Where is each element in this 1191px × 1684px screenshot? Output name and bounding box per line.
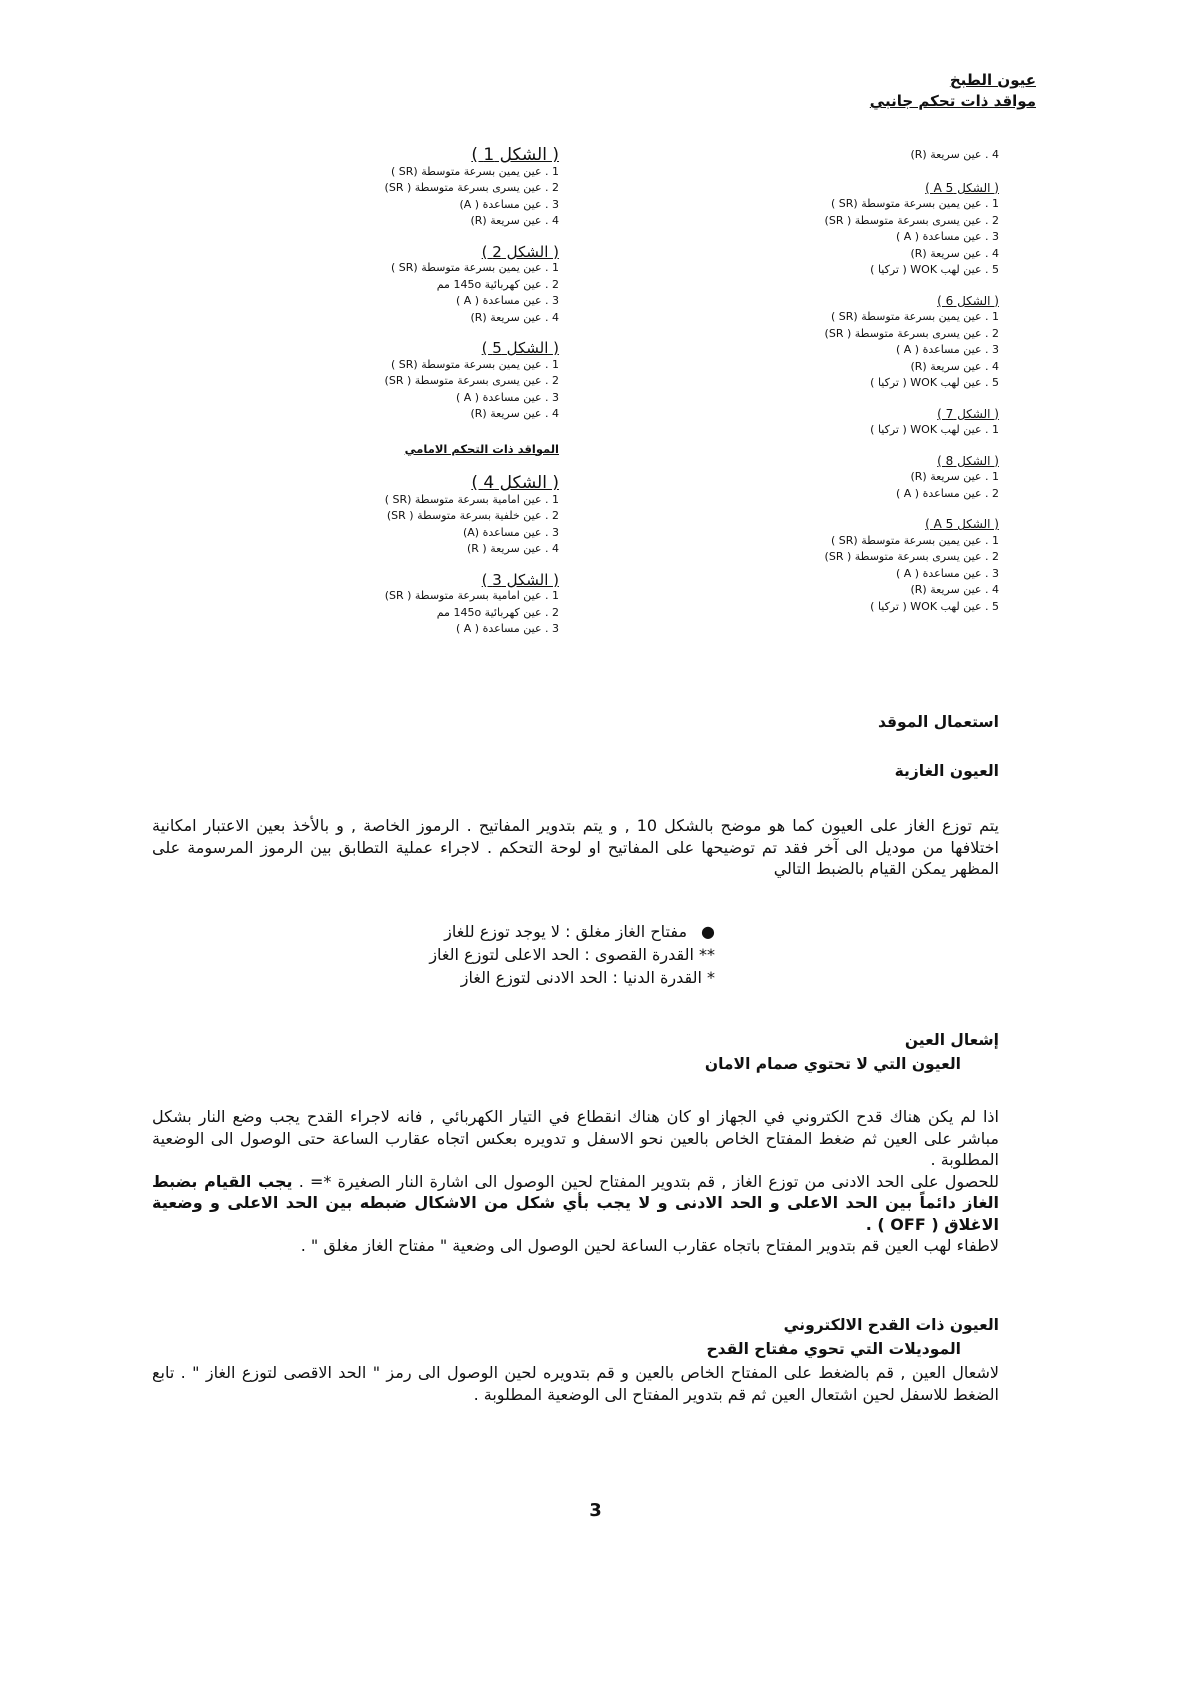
figure-group: [259, 572, 559, 638]
figure-title: ( الشكل 6 ): [937, 293, 999, 308]
ignition-switch-models-heading: الموديلات التي تحوي مفتاح القدح: [706, 1340, 961, 1358]
list-item: 2 . عين يسرى بسرعة متوسطة ( SR): [824, 550, 999, 563]
list-item: 3 . عين مساعدة ( A ): [895, 566, 999, 580]
electronic-ignition-paragraph: لاشعال العين , قم بالضغط على المفتاح الخاص بالعين و قم بتدويره لحين الوصول الى رمز " الحد الاقصى لتوزع الغاز " . تابع الضغط للاسفل لحين اشتعال العين ثم قم بتدوير المفتاح الى الوضعية المطلوبة .: [152, 1363, 999, 1404]
front-control-groups: [259, 475, 559, 638]
figure-title: ( الشكل A 5 ): [925, 180, 999, 195]
list-item: 4 . عين سريعة ( R): [466, 542, 559, 555]
page-title: عيون الطبخ: [949, 71, 1036, 89]
list-item: 3 . عين مساعدة ( A ): [895, 230, 999, 243]
list-item: * القدرة الدنيا : الحد الادنى لتوزع الغاز: [460, 968, 715, 987]
gas-burners-heading: العيون الغازية: [894, 762, 999, 780]
page-subtitle: مواقد ذات تحكم جانبي: [869, 92, 1036, 110]
list-item: 2 . عين كهربائية 145o مم: [436, 605, 559, 619]
figure-group: [739, 180, 999, 279]
figure-group: [739, 406, 999, 439]
no-safety-valve-heading: العيون التي لا تحتوي صمام الامان: [704, 1055, 961, 1073]
list-item: 2 . عين خلفية بسرعة متوسطة ( SR): [386, 509, 559, 522]
list-item: 5 . عين لهب WOK ( تركيا ): [870, 263, 999, 276]
list-item: 1 . عين لهب WOK ( تركيا ): [870, 423, 999, 436]
list-item: 1 . عين امامية بسرعة متوسطة ( SR): [384, 589, 559, 602]
page-number: 3: [589, 1500, 602, 1521]
use-heading: استعمال الموقد: [877, 713, 999, 731]
figure-title: ( الشكل 5 ): [481, 339, 559, 357]
right-groups: [739, 180, 999, 616]
gas-distribution-paragraph: يتم توزع الغاز على العيون كما هو موضح بالشكل 10 , و يتم بتدوير المفاتيح . الرموز الخاصة , و بالأخذ بعين الاعتبار امكانية اختلافها من موديل الى آخر فقد تم توضيحها على المفاتيح او لوحة التحكم . لاجراء عملية التطابق بين الرموز المرسومة على المظهر يمكن القيام بالضبط التالي: [152, 816, 999, 878]
figure-group: [259, 147, 559, 230]
list-item: 2 . عين كهربائية 145o مم: [436, 277, 559, 291]
list-item: 2 . عين مساعدة ( A ): [895, 486, 999, 500]
list-item: 4 . عين سريعة (R): [910, 246, 999, 260]
list-item: 5 . عين لهب WOK ( تركيا ): [870, 599, 999, 613]
manual-ignition-paragraph: [152, 1106, 999, 1257]
warning-text: يجب القيام بضبط الغاز دائماً بين الحد الاعلى و الحد الادنى و لا يجب بأي شكل من الاشكال ضبطه بين الحد الاعلى و وضعية الاغلاق ( OFF ) .: [152, 1171, 999, 1234]
paragraph-line: لاطفاء لهب العين قم بتدوير المفتاح باتجاه عقارب الساعة لحين الوصول الى وضعية " مفتاح الغاز مغلق " .: [300, 1236, 999, 1255]
right-figure-list: [739, 147, 999, 629]
list-item: 2 . عين يسرى بسرعة متوسطة ( SR): [824, 213, 999, 227]
paragraph-line: للحصول على الحد الادنى من توزع الغاز , قم بتدوير المفتاح لحين الوصول الى اشارة النار الصغيرة *= . يجب القيام بضبط الغاز دائماً بين الحد الاعلى و الحد الادنى و لا يجب بأي شكل من الاشكال ضبطه بين الحد الاعلى و وضعية الاغلاق ( OFF ) .: [152, 1171, 999, 1234]
list-item: 1 . عين يمين بسرعة متوسطة (SR ): [390, 164, 559, 178]
bullet-icon: ●: [701, 922, 715, 941]
figure-group: [739, 516, 999, 615]
electronic-ignition-heading: العيون ذات القدح الالكتروني: [783, 1316, 999, 1334]
list-item: 3 . عين مساعدة ( A ): [895, 343, 999, 356]
figure-title: ( الشكل 4 ): [471, 473, 559, 493]
left-figure-list: [259, 147, 559, 652]
list-item: 1 . عين يمين بسرعة متوسطة (SR ): [830, 533, 999, 547]
list-item: 3 . عين مساعدة ( A ): [455, 390, 559, 404]
figure-group: [259, 475, 559, 558]
list-item: 2 . عين يسرى بسرعة متوسطة ( SR): [384, 181, 559, 194]
figure-title: ( الشكل 1 ): [471, 145, 559, 165]
list-item: 1 . عين سريعة (R): [910, 470, 999, 483]
list-item: 3 . عين مساعدة (A): [462, 525, 559, 539]
figure-title: ( الشكل 2 ): [481, 242, 559, 261]
list-item: 1 . عين يمين بسرعة متوسطة (SR ): [390, 261, 559, 274]
list-item: 4 . عين سريعة (R): [470, 310, 559, 324]
list-item: 5 . عين لهب WOK ( تركيا ): [870, 376, 999, 389]
list-item: 1 . عين يمين بسرعة متوسطة (SR ): [830, 310, 999, 323]
figure-title: ( الشكل A 5 ): [925, 517, 999, 531]
page-header: [736, 70, 1036, 112]
list-item: 4 . عين سريعة (R): [910, 148, 999, 161]
list-item: ** القدرة القصوى : الحد الاعلى لتوزع الغاز: [429, 945, 715, 964]
side-control-groups: [259, 147, 559, 423]
list-item: 4 . عين سريعة (R): [910, 583, 999, 596]
list-item: 4 . عين سريعة (R): [470, 407, 559, 420]
list-item: 4 . عين سريعة (R): [470, 214, 559, 227]
figure-group: [259, 340, 559, 423]
list-item: 3 . عين مساعدة ( A ): [455, 622, 559, 635]
list-item: 1 . عين يمين بسرعة متوسطة (SR ): [390, 357, 559, 371]
figure-group: [739, 293, 999, 392]
figure-title: ( الشكل 7 ): [937, 406, 999, 421]
list-item: 3 . عين مساعدة ( A ): [455, 294, 559, 307]
front-control-heading: المواقد ذات التحكم الامامي: [404, 441, 559, 456]
figure-title: ( الشكل 8 ): [937, 453, 999, 468]
list-item: 2 . عين يسرى بسرعة متوسطة ( SR): [384, 374, 559, 387]
list-item: 1 . عين امامية بسرعة متوسطة (SR ): [384, 492, 559, 506]
figure-group: [739, 453, 999, 503]
list-item: 2 . عين يسرى بسرعة متوسطة ( SR): [824, 326, 999, 340]
figure-group: [259, 244, 559, 327]
list-item: 1 . عين يمين بسرعة متوسطة (SR ): [830, 197, 999, 210]
paragraph-line: اذا لم يكن هناك قدح الكتروني في الجهاز او كان هناك انقطاع في التيار الكهربائي , فانه لاجراء القدح يجب وضع النار بشكل مباشر على العين ثم ضغط المفتاح الخاص بالعين نحو الاسفل و تدويره بعكس اتجاه عقارب الساعة حتى الوصول الى الوضعية المطلوبة .: [152, 1107, 999, 1169]
list-item: 3 . عين مساعدة ( A): [459, 197, 559, 211]
figure-title: ( الشكل 3 ): [481, 570, 559, 589]
list-item: 4 . عين سريعة (R): [910, 359, 999, 373]
list-item: ●مفتاح الغاز مغلق : لا يوجد توزع للغاز: [444, 922, 715, 941]
gas-settings-list: [429, 920, 715, 989]
ignition-heading: إشعال العين: [904, 1031, 999, 1049]
